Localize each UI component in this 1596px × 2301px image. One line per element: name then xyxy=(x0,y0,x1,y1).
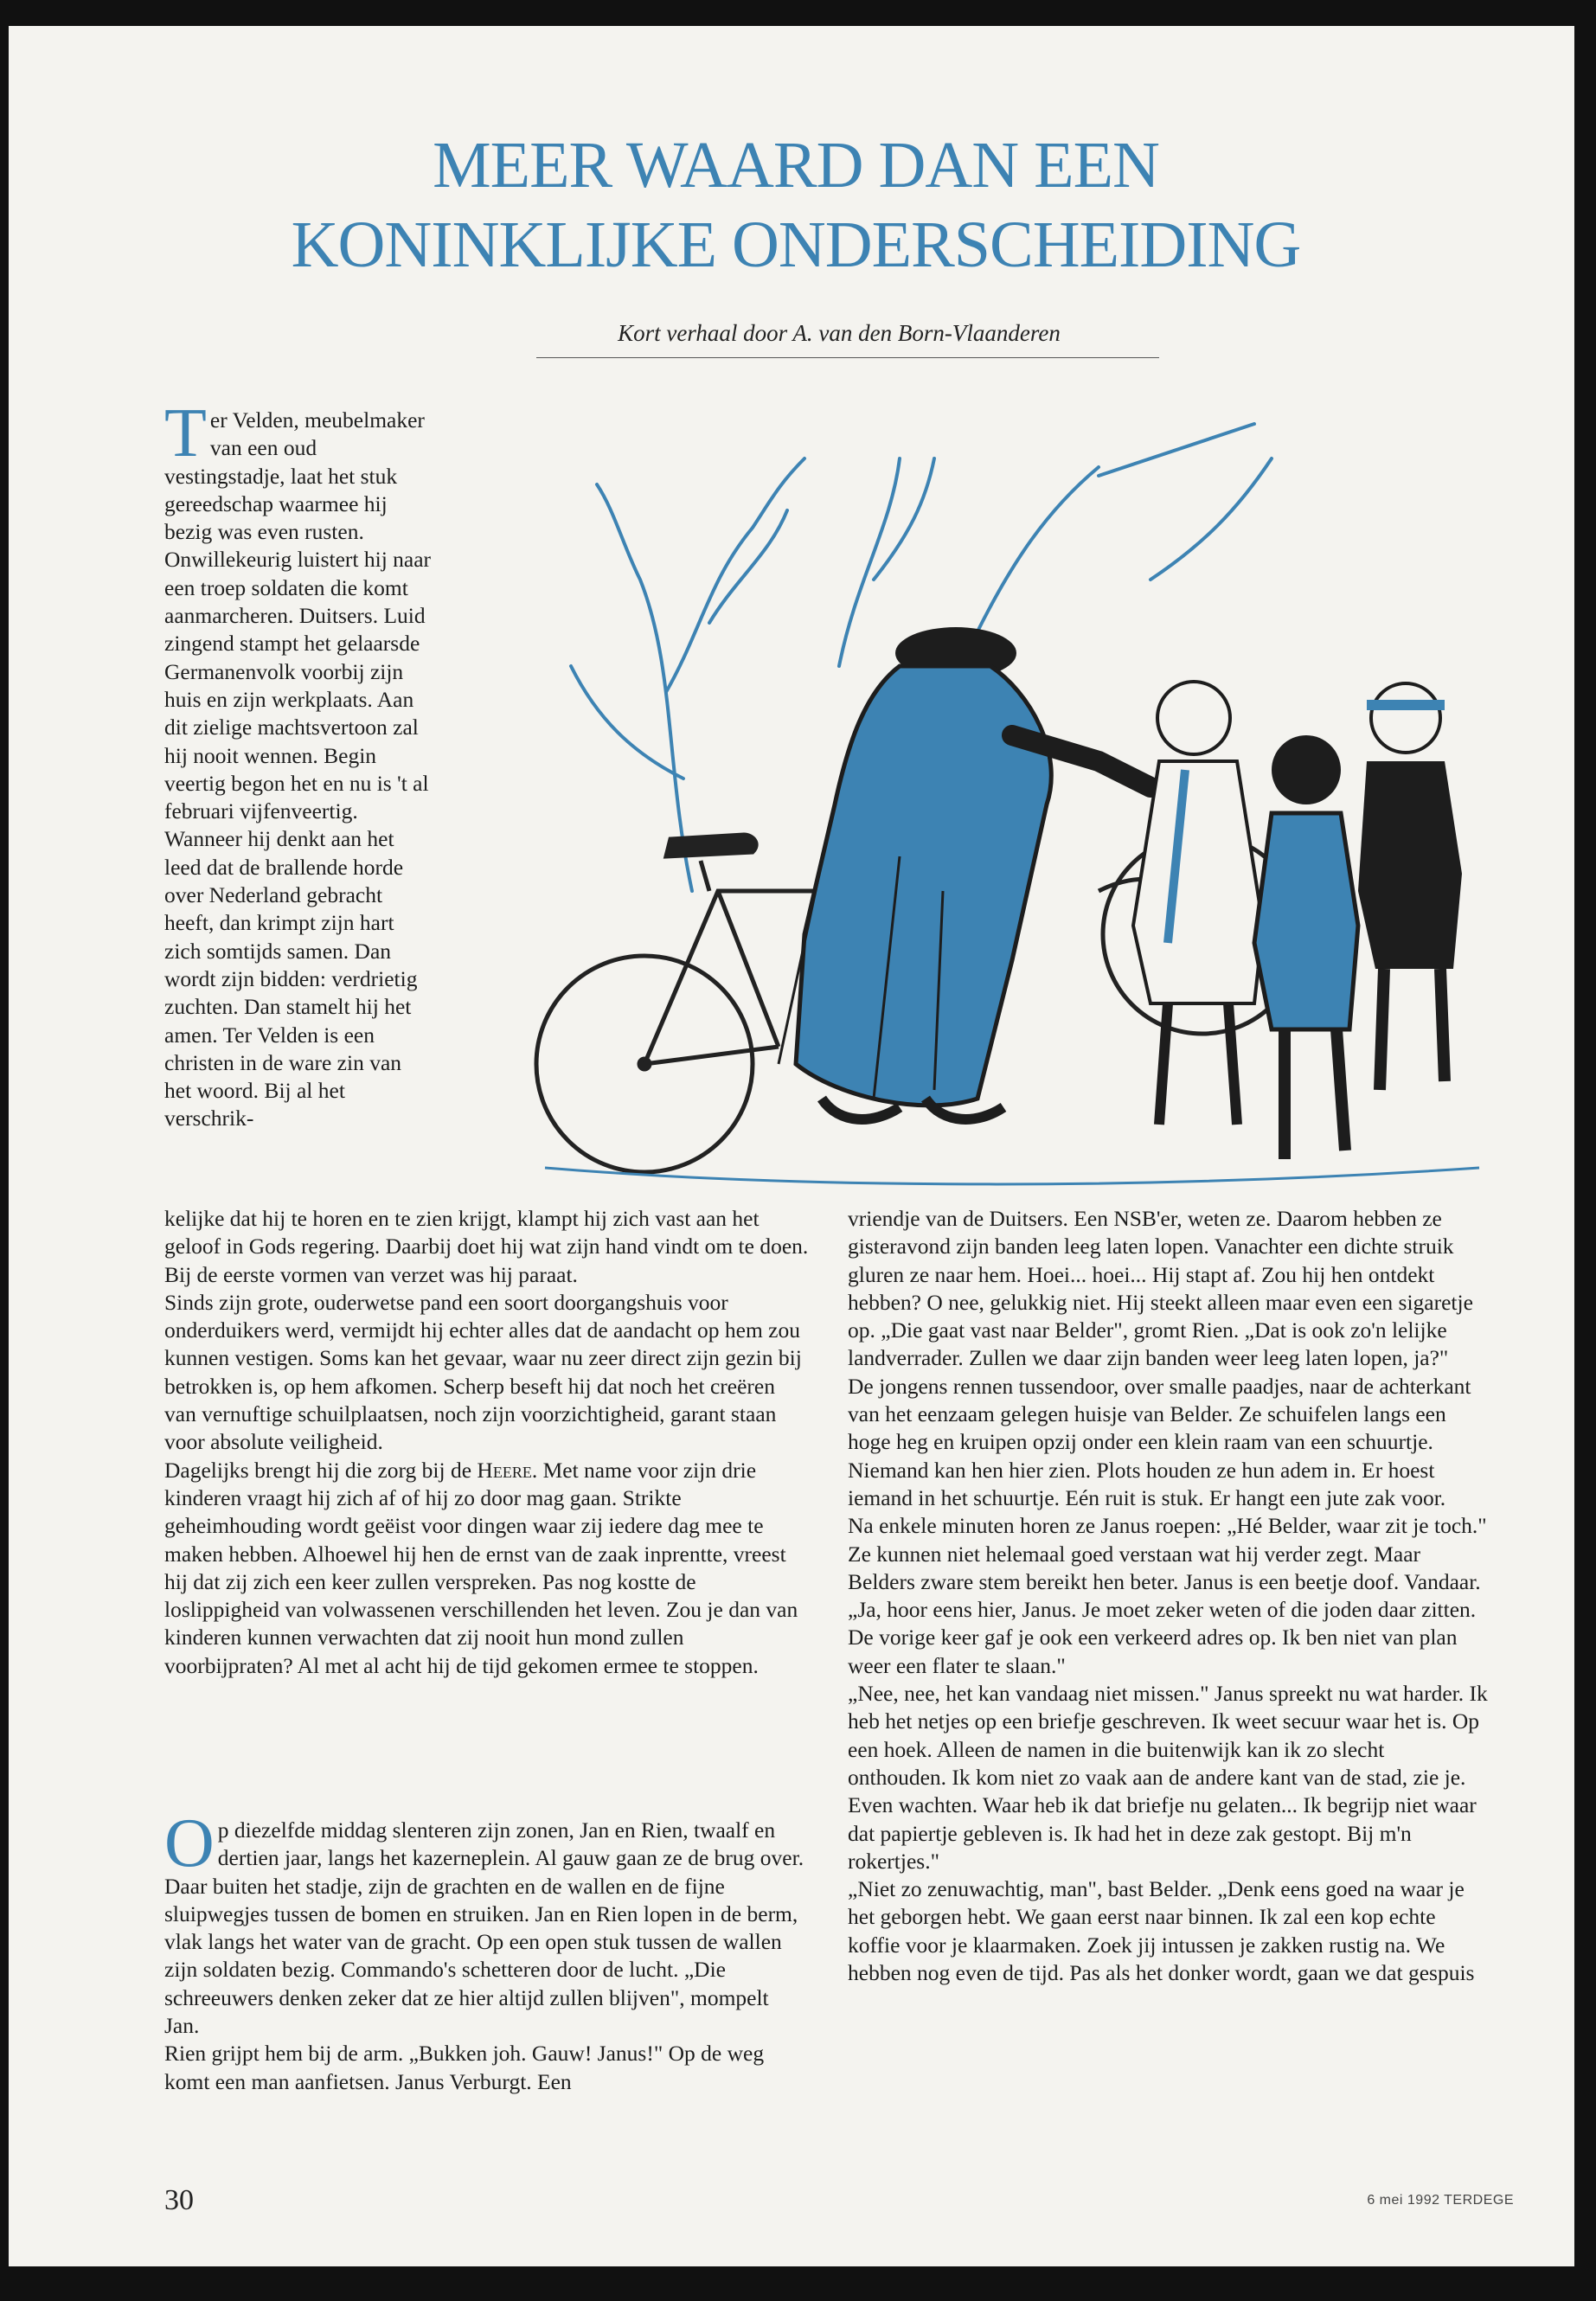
byline: Kort verhaal door A. van den Born-Vlaanderen xyxy=(618,320,1061,346)
figure-man xyxy=(779,627,1151,1119)
left-paragraph-3-end: . Met name voor zijn drie kinderen vraagt hij zich af of hij zo door mag gaan. Strikte geheimhouding wordt geëist voor dingen waar zij iedere dag mee te maken hebben. Alhoewel hij hen de ernst van de zaak inprentte, vreest hij dat zij zich een keer zullen verspreken. Pas nog kostte de loslippigheid van volwassenen verschillenden het leven. Zou je dan van kinderen kunnen verwachten dat zij nooit hun mond zullen voorbijpraten? Al met al acht hij de tijd gekomen ermee te stoppen. xyxy=(164,1457,798,1678)
right-paragraph-5: „Nee, nee, het kan vandaag niet missen." Janus spreekt nu wat harder. Ik heb het netjes op een briefje geschreven. Ik weet secuur waar het is. Op een hoek. Alleen de namen in die buitenwijk kan ik zo slecht onthouden. Ik kom niet zo vaak aan de andere kant van de stad, zie je. Even wachten. Waar heb ik dat briefje nu gelaten... Ik begrijp niet waar dat papiertje gebleven is. Ik had het in deze zak gestopt. Bij m'n rokertjes." xyxy=(848,1681,1488,1874)
right-column xyxy=(848,1205,1488,1987)
drop-cap-o: O xyxy=(164,1805,215,1881)
left-column-section-2 xyxy=(164,1805,809,2096)
left-paragraph-5: Rien grijpt hem bij de arm. „Bukken joh. Gauw! Janus!" Op de weg komt een man aanfietsen. Janus Verburgt. Een xyxy=(164,2041,765,2094)
right-paragraph-1: vriendje van de Duitsers. Een NSB'er, weten ze. Daarom hebben ze gisteravond zijn banden leeg laten lopen. Vanachter een dichte struik gluren ze naar hem. Hoei... hoei... Hij stapt af. Zou hij hen ontdekt hebben? O nee, gelukkig niet. Hij steekt alleen maar even een sigaretje op. „Die gaat vast naar Belder", gromt Rien. „Dat is ook zo'n lelijke landverrader. Zullen we daar zijn banden weer leeg laten lopen, ja?" xyxy=(848,1206,1473,1371)
intro-column xyxy=(164,395,433,1133)
left-paragraph-3-start: Dagelijks brengt hij die zorg bij de xyxy=(164,1457,478,1483)
left-paragraph-3 xyxy=(164,1457,809,1680)
page-number: 30 xyxy=(164,2184,194,2216)
left-paragraph-4-text: p diezelfde middag slenteren zijn zonen, Jan en Rien, twaalf en dertien jaar, langs het kazerneplein. Al gauw gaan ze de brug over. Daar buiten het stadje, zijn de grachten en de wallen en de fijne sluipwegjes tussen de bomen en struiken. Jan en Rien lopen in de berm, vlak langs het water van de gracht. Op een open stuk tussen de wallen zijn soldaten bezig. Commando's schetteren door de lucht. „Die schreeuwers denken zeker dat ze hier altijd zullen blijven", mompelt Jan. xyxy=(164,1817,804,2039)
left-paragraph-2: Sinds zijn grote, ouderwetse pand een soort doorgangshuis voor onderduikers werd, vermijdt hij echter alles dat de aandacht op hem zou kunnen vestigen. Soms kan het gevaar, waar nu zeer direct zijn gezin bij betrokken is, op hem afkomen. Scherp beseft hij dat noch het creëren van vernuftige schuilplaatsen, noch zijn voorzichtigheid, garant staan voor absolute veiligheid. xyxy=(164,1289,802,1455)
title-line-1: MEER WAARD DAN EEN xyxy=(433,129,1159,202)
byline-rule xyxy=(536,357,1159,358)
left-column xyxy=(164,1205,809,1680)
intro-paragraph xyxy=(164,395,433,1133)
bicycle-left xyxy=(536,835,822,1172)
magazine-page xyxy=(9,26,1574,2266)
left-paragraph-4 xyxy=(164,1805,809,2040)
left-paragraph-1: kelijke dat hij te horen en te zien krijgt, klampt hij zich vast aan het geloof in Gods regering. Daarbij doet hij wat zijn hand vindt om te doen. Bij de eerste vormen van verzet was hij paraat. xyxy=(164,1206,809,1287)
title-line-2: KONINKLIJKE ONDERSCHEIDING xyxy=(291,208,1301,281)
ground-line xyxy=(545,1168,1479,1184)
figure-boy-right xyxy=(1358,683,1462,1090)
right-paragraph-3: Na enkele minuten horen ze Janus roepen: „Hé Belder, waar zit je toch." Ze kunnen niet helemaal goed verstaan wat hij verder zegt. Maar Belders zware stem bereikt hen beter. Janus is een beetje doof. Vandaar. xyxy=(848,1513,1487,1594)
figure-boy-center xyxy=(1133,682,1263,1125)
right-paragraph-4: „Ja, hoor eens hier, Janus. Je moet zeker weten of die joden daar zitten. De vorige keer gaf je ook een verkeerd adres op. Ik ben niet van plan weer een flater te slaan." xyxy=(848,1597,1477,1678)
drop-cap-t: T xyxy=(164,395,207,471)
issue-label: 6 mei 1992 TERDEGE xyxy=(1367,2193,1514,2208)
illustration xyxy=(493,407,1497,1202)
intro-text: er Velden, meubelmaker van een oud vestingstadje, laat het stuk gereedschap waarmee hij bezig was even rusten. Onwillekeurig luistert hij naar een troep soldaten die komt aanmarcheren. Duitsers. Luid zingend stampt het gelaarsde Germanenvolk voorbij zijn huis en zijn werkplaats. Aan dit zielige machtsvertoon zal hij nooit wennen. Begin veertig begon het en nu is 't al februari vijfenveertig. Wanneer hij denkt aan het leed dat de brallende horde over Nederland gebracht heeft, dan krimpt zijn hart zich somtijds samen. Dan wordt zijn bidden: verdrietig zuchten. Dan stamelt hij het amen. Ter Velden is een christen in de ware zin van het woord. Bij al het verschrik- xyxy=(164,407,432,1131)
right-paragraph-2: De jongens rennen tussendoor, over smalle paadjes, naar de achterkant van het eenzaam gelegen huisje van Belder. Ze schuifelen langs een hoge heg en kruipen opzij onder een klein raam van een schuurtje. Niemand kan hen hier zien. Plots houden ze hun adem in. Er hoest iemand in het schuurtje. Eén ruit is stuk. Er hangt een jute zak voor. xyxy=(848,1373,1471,1510)
heere-smallcaps: Heere xyxy=(477,1457,532,1483)
figure-boy-middle xyxy=(1254,735,1358,1159)
article-title xyxy=(138,125,1453,285)
right-paragraph-6: „Niet zo zenuwachtig, man", bast Belder. „Denk eens goed na waar je het geborgen hebt. We gaan eerst naar binnen. Ik zal een kop echte koffie voor je klaarmaken. Zoek jij intussen je zakken rustig na. We hebben nog even de tijd. Pas als het donker wordt, gaan we dat gespuis xyxy=(848,1876,1475,1986)
